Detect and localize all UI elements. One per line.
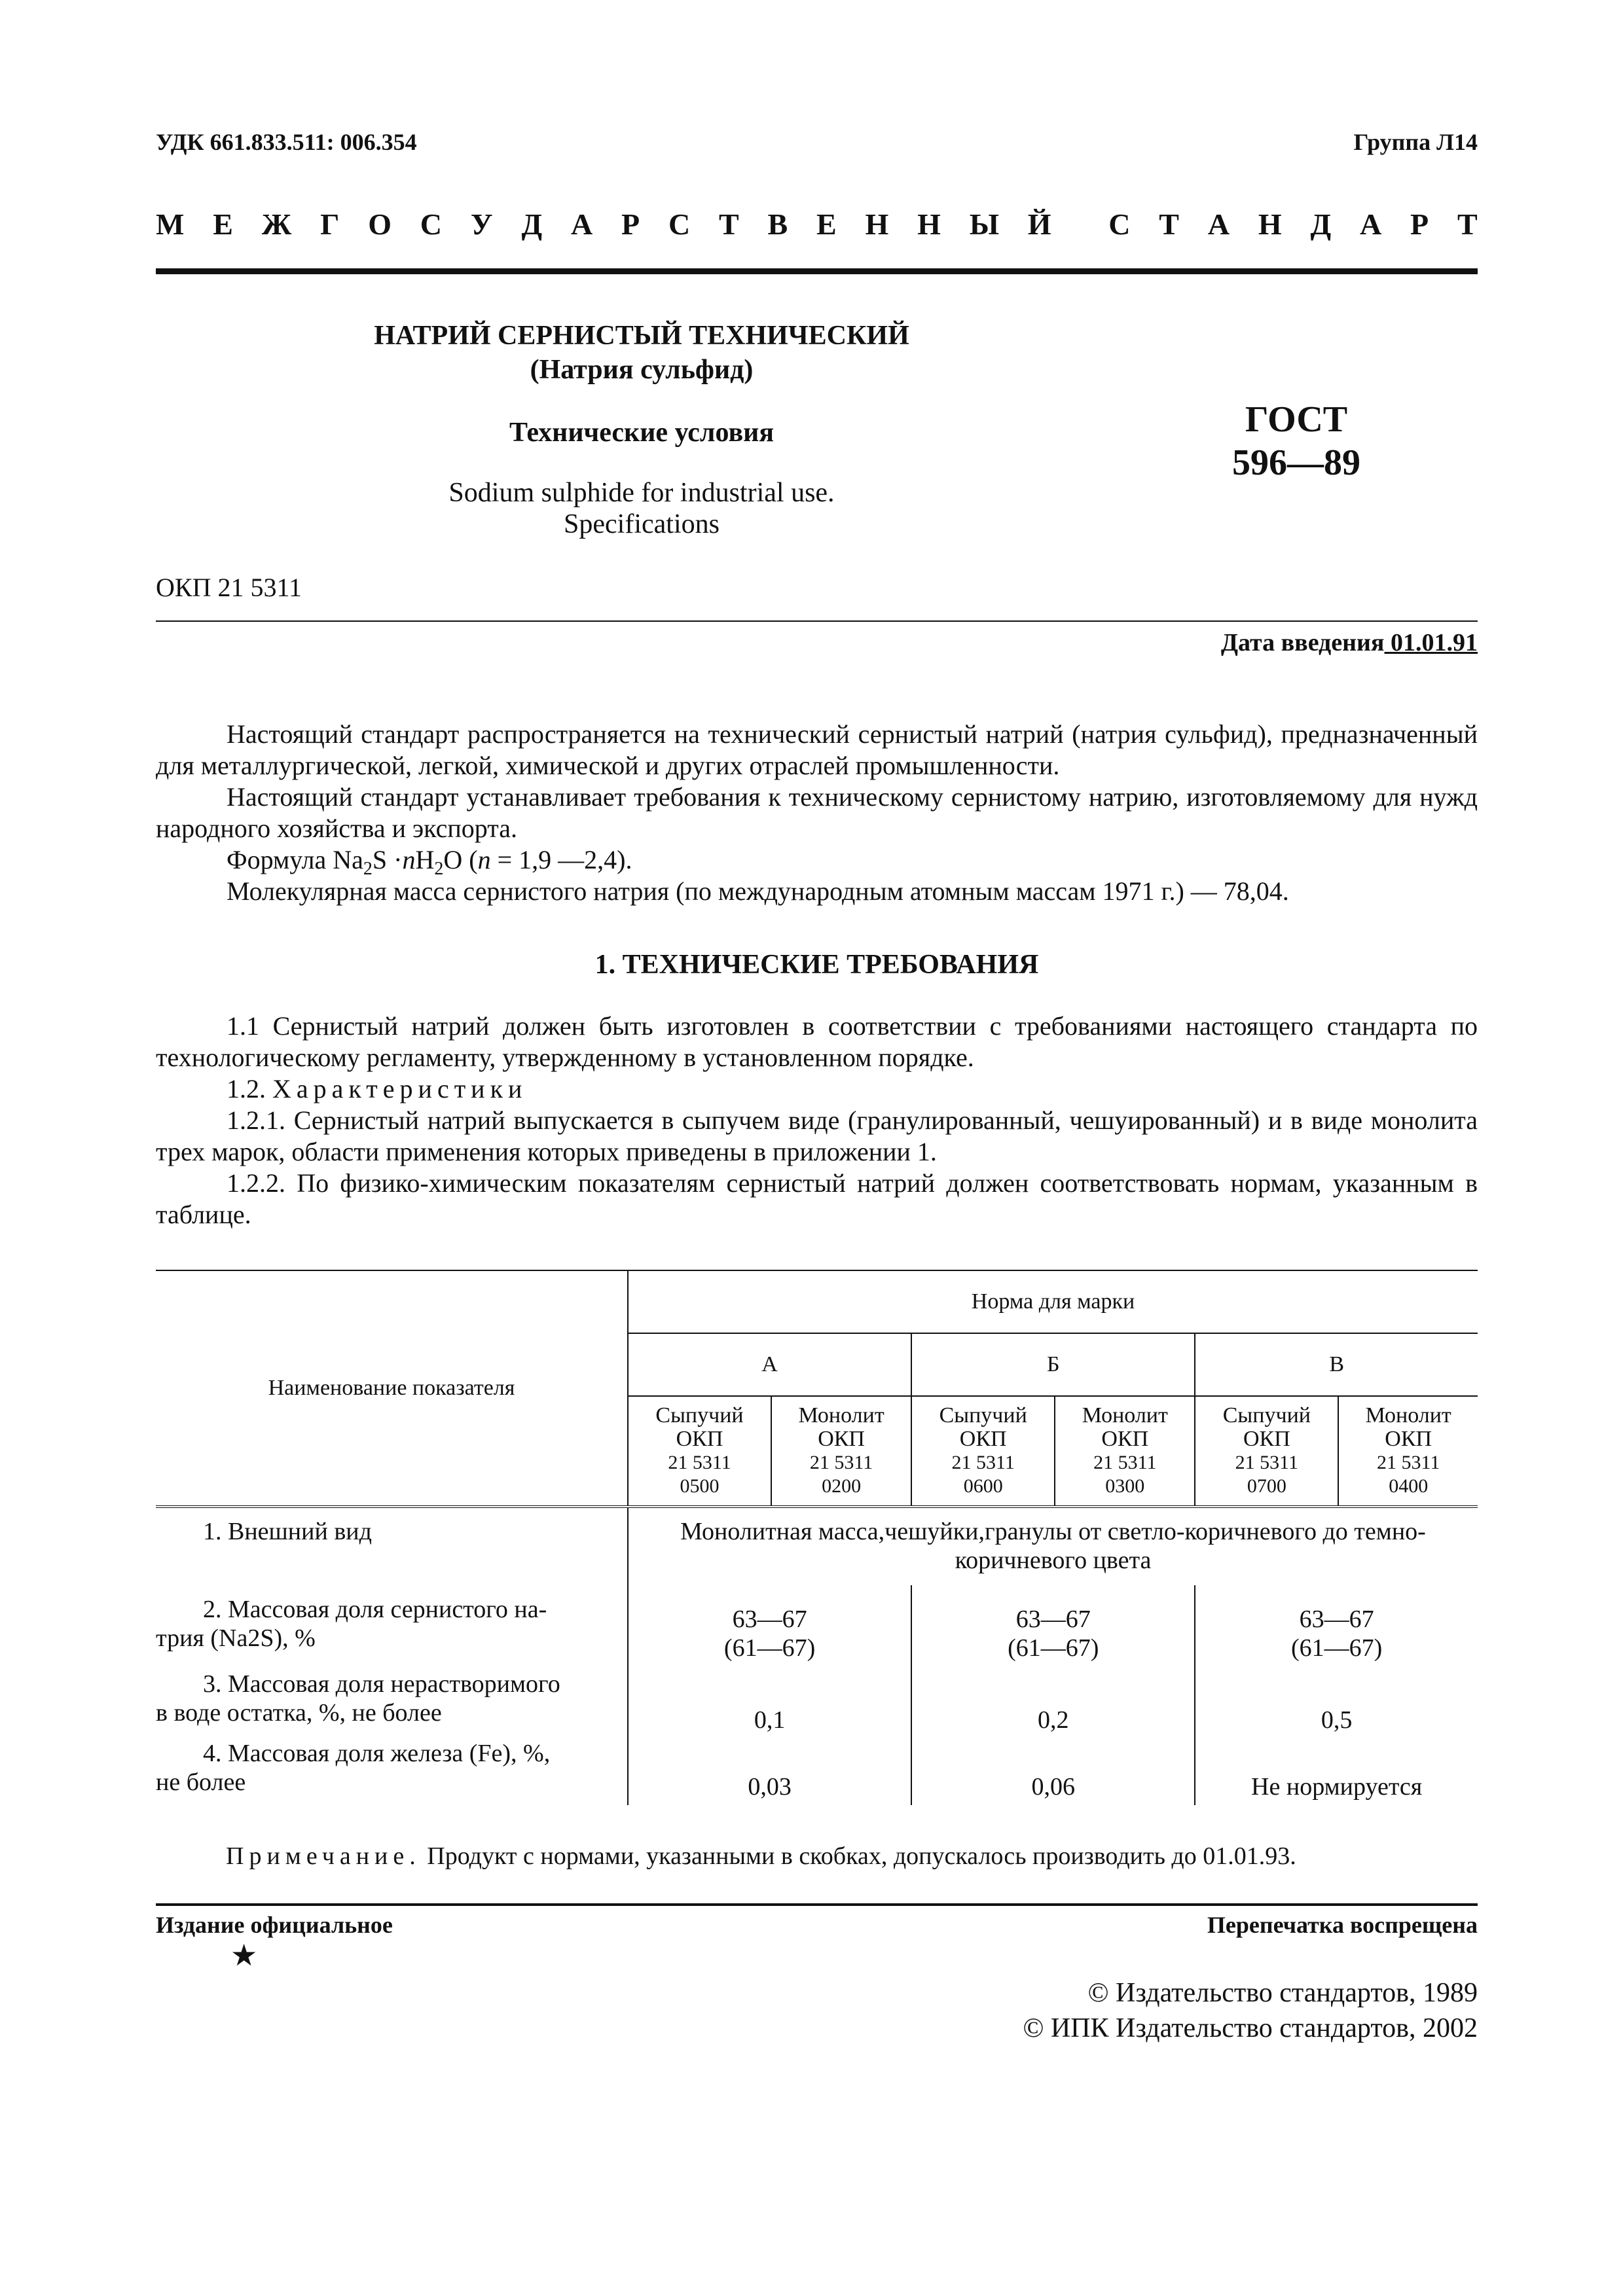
document-title: НАТРИЙ СЕРНИСТЫЙ ТЕХНИЧЕСКИЙ (374, 321, 909, 351)
banner-letter: Д (521, 207, 543, 241)
banner-letter: Т (1159, 207, 1179, 241)
intro-paragraph-molar-mass: Молекулярная масса сернистого натрия (по международным атомным массам 1971 г.) — 78,04. (227, 876, 1289, 906)
english-title-line1: Sodium sulphide for industrial use. (448, 478, 835, 508)
value-cell: 0,2 (911, 1662, 1195, 1734)
interstate-standard-banner (156, 207, 1478, 242)
banner-letter: А (1207, 207, 1230, 241)
banner-letter: Н (1258, 207, 1282, 241)
banner-letter: Н (917, 207, 941, 241)
subcolumn-header: Сыпучий ОКП 21 5311 0600 (911, 1396, 1055, 1507)
udk-code: УДК 661.833.511: 006.354 (156, 129, 417, 155)
clause-1-2-2: 1.2.2. По физико-химическим показателям сернистый натрий должен соответствовать нормам, указанным в таблице. (156, 1168, 1478, 1229)
banner-letter: С (420, 207, 443, 241)
gost-designation (1198, 398, 1395, 484)
banner-letter: Ж (261, 207, 292, 241)
norm-header: Норма для марки (628, 1270, 1478, 1333)
grade-header-b: Б (911, 1333, 1195, 1396)
banner-letter: М (156, 207, 185, 241)
footer-rule (156, 1903, 1478, 1906)
note-label: Примечание. (226, 1842, 421, 1870)
table-row (156, 1507, 1478, 1585)
copyright-2002: © ИПК Издательство стандартов, 2002 (1023, 2013, 1478, 2043)
banner-letter: Е (816, 207, 837, 241)
formula-subscript: 2 (363, 859, 373, 879)
banner-letter: Р (1410, 207, 1429, 241)
indicator-name: 1. Внешний вид (203, 1518, 372, 1545)
banner-letter: А (570, 207, 593, 241)
indicator-column-header: Наименование показателя (156, 1270, 628, 1507)
formula-text: O ( (443, 845, 478, 874)
document-conditions: Технические условия (509, 418, 775, 448)
table-row (156, 1585, 1478, 1662)
value-cell: 63—67 (61—67) (628, 1585, 911, 1662)
gost-number: 596—89 (1232, 442, 1360, 483)
table-header-row (156, 1270, 1478, 1333)
grade-header-c: В (1195, 1333, 1478, 1396)
okp-rule (156, 620, 1478, 622)
banner-letter: С (1108, 207, 1131, 241)
gost-label: ГОСТ (1245, 399, 1348, 440)
value-cell: Не нормируется (1195, 1734, 1478, 1805)
banner-letter: У (470, 207, 493, 241)
value-cell: 0,03 (628, 1734, 911, 1805)
banner-letter: О (368, 207, 392, 241)
english-title-line2: Specifications (564, 509, 720, 539)
header-rule (156, 268, 1478, 274)
banner-letter: А (1359, 207, 1382, 241)
formula-variable: n (402, 845, 416, 874)
reprint-prohibited: Перепечатка воспрещена (1207, 1912, 1478, 1938)
clause-1-1: 1.1 Сернистый натрий должен быть изготовлен в соответствии с требованиями настоящего стандарта по технологическому регламенту, утвержденному в установленном порядке. (156, 1011, 1478, 1072)
merged-value: Монолитная масса,чешуйки,гранулы от светло-коричневого до темно-коричневого цвета (628, 1507, 1478, 1585)
indicator-name: 3. Массовая доля нерастворимого в воде остатка, %, не более (156, 1670, 560, 1727)
group-code: Группа Л14 (1353, 129, 1478, 155)
subcolumn-header: Сыпучий ОКП 21 5311 0500 (628, 1396, 771, 1507)
banner-letter: Й (1027, 207, 1051, 241)
official-edition: Издание официальное (156, 1912, 393, 1938)
banner-letter: Е (213, 207, 233, 241)
banner-letter: Д (1310, 207, 1332, 241)
banner-letter: Т (1457, 207, 1478, 241)
table-row (156, 1734, 1478, 1805)
introduction-date (1221, 628, 1478, 657)
introduction-date-label: Дата введения (1220, 629, 1385, 656)
grade-header-a: А (628, 1333, 911, 1396)
note-text: Продукт с нормами, указанными в скобках, допускалось производить до 01.01.93. (420, 1842, 1296, 1870)
banner-letter: Ы (969, 207, 999, 241)
subcolumn-header: Монолит ОКП 21 5311 0400 (1338, 1396, 1478, 1507)
norms-table (156, 1270, 1478, 1805)
banner-letter: Т (719, 207, 739, 241)
formula-text: H (415, 845, 435, 874)
value-cell: 63—67 (61—67) (911, 1585, 1195, 1662)
value-cell: 63—67 (61—67) (1195, 1585, 1478, 1662)
intro-paragraph-2: Настоящий стандарт устанавливает требования к техническому сернистому натрию, изготовляемому для нужд народного хозяйства и экспорта. (156, 782, 1478, 843)
subcolumn-header: Монолит ОКП 21 5311 0200 (771, 1396, 911, 1507)
section-heading: 1. ТЕХНИЧЕСКИЕ ТРЕБОВАНИЯ (594, 950, 1039, 980)
formula-text: Формула Na (227, 845, 363, 874)
copyright-1989: © Издательство стандартов, 1989 (1087, 1978, 1478, 2008)
copyright-block (1023, 1975, 1478, 2046)
introduction-date-value: 01.01.91 (1384, 629, 1478, 656)
clause-title: Характеристики (272, 1074, 528, 1103)
star-icon: ★ (230, 1939, 258, 1972)
clause-1-2 (156, 1073, 1478, 1105)
subcolumn-header: Сыпучий ОКП 21 5311 0700 (1195, 1396, 1338, 1507)
clause-1-2-1: 1.2.1. Сернистый натрий выпускается в сыпучем виде (гранулированный, чешуированный) и в виде монолита трех марок, области применения которых приведены в приложении 1. (156, 1105, 1478, 1166)
banner-letter: В (767, 207, 788, 241)
formula-text: S · (372, 845, 403, 874)
okp-code: ОКП 21 5311 (156, 573, 302, 602)
formula-variable: n (477, 845, 491, 874)
indicator-name: 4. Массовая доля железа (Fe), %, не более (156, 1740, 551, 1796)
banner-letter: Н (865, 207, 889, 241)
intro-paragraph-1: Настоящий стандарт распространяется на технический сернистый натрий (натрия сульфид), предназначенный для металлургической, легкой, химической и других отраслей промышленности. (156, 719, 1478, 780)
formula-subscript: 2 (434, 859, 444, 879)
table-row (156, 1662, 1478, 1734)
banner-letter: С (668, 207, 691, 241)
table-note (226, 1842, 1296, 1871)
formula-text: = 1,9 —2,4). (490, 845, 632, 874)
value-cell: 0,1 (628, 1662, 911, 1734)
subcolumn-header: Монолит ОКП 21 5311 0300 (1055, 1396, 1195, 1507)
clause-number: 1.2. (227, 1074, 266, 1103)
indicator-name: 2. Массовая доля сернистого на- трия (Na2S), % (156, 1596, 547, 1652)
banner-letter: Р (621, 207, 640, 241)
banner-letter: Г (320, 207, 340, 241)
value-cell: 0,5 (1195, 1662, 1478, 1734)
value-cell: 0,06 (911, 1734, 1195, 1805)
document-subtitle: (Натрия сульфид) (530, 355, 754, 385)
